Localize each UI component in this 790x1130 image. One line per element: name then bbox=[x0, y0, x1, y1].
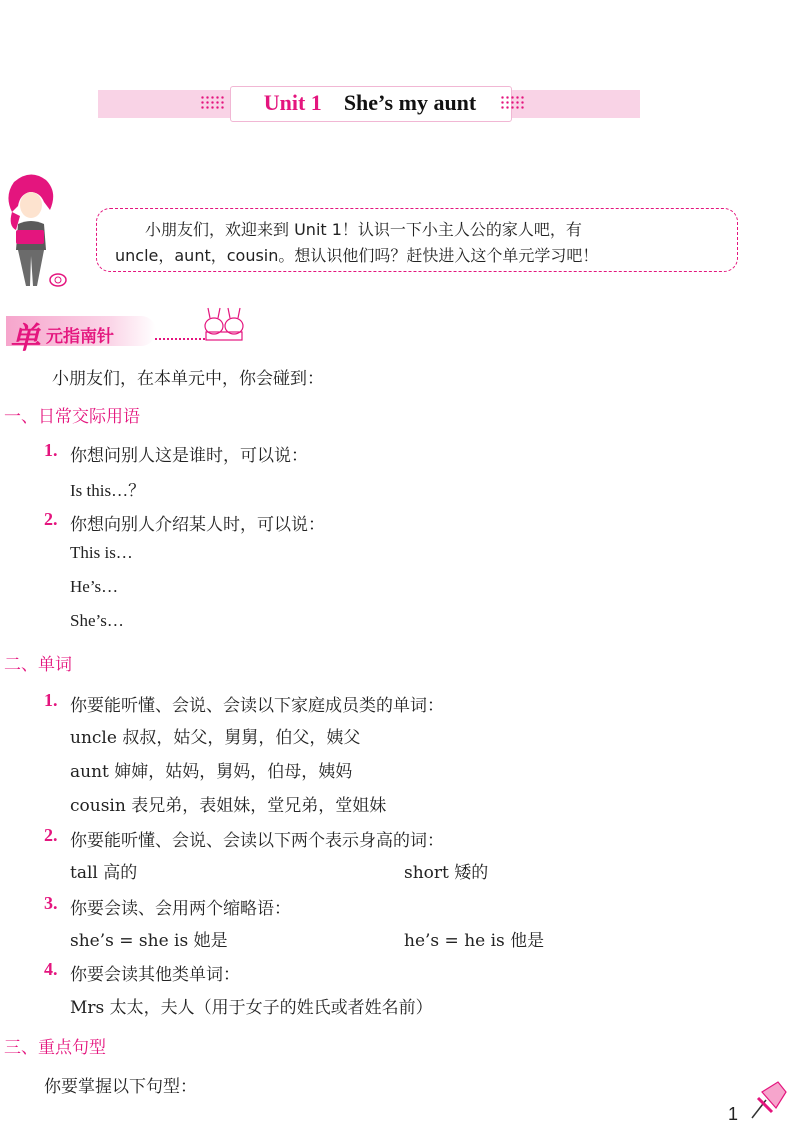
word-aunt: aunt 婶婶，姑妈，舅妈，伯母，姨妈 bbox=[70, 762, 353, 782]
item-text: 你想问别人这是谁时，可以说： bbox=[70, 446, 308, 466]
item-text: 你想向别人介绍某人时，可以说： bbox=[70, 515, 325, 535]
word-short: short 矮的 bbox=[404, 863, 489, 883]
item-text: 你要会读、会用两个缩略语： bbox=[70, 899, 291, 919]
item-number: 2. bbox=[44, 825, 58, 845]
part3-heading: 三、重点句型 bbox=[4, 1038, 106, 1058]
intro-line-1: 小朋友们，欢迎来到 Unit 1！认识一下小主人公的家人吧，有 bbox=[145, 220, 582, 239]
item-number: 1. bbox=[44, 440, 58, 460]
section-header-title: 元指南针 bbox=[46, 327, 114, 347]
girl-illustration-icon bbox=[0, 172, 70, 290]
part2-heading: 二、单词 bbox=[4, 655, 72, 675]
abbr-hes: he’s = he is 他是 bbox=[404, 931, 545, 951]
example-text: Is this…？ bbox=[70, 481, 146, 500]
decor-dots-left bbox=[200, 95, 226, 111]
page-number: 1 bbox=[727, 1104, 738, 1124]
item-text: 你要能听懂、会说、会读以下两个表示身高的词： bbox=[70, 831, 444, 851]
example-text: He’s… bbox=[70, 577, 119, 596]
item-text: 你要会读其他类单词： bbox=[70, 965, 240, 985]
example-text: She’s… bbox=[70, 611, 124, 630]
example-text: This is… bbox=[70, 543, 133, 562]
lead-text: 小朋友们，在本单元中，你会碰到： bbox=[52, 369, 324, 389]
item-number: 2. bbox=[44, 509, 58, 529]
part1-heading: 一、日常交际用语 bbox=[4, 407, 140, 427]
item-number: 1. bbox=[44, 690, 58, 710]
reading-bunnies-icon bbox=[200, 304, 248, 344]
unit-name: She’s my aunt bbox=[343, 90, 477, 115]
word-tall: tall 高的 bbox=[70, 863, 138, 883]
section-header-dots bbox=[155, 338, 205, 342]
word-cousin: cousin 表兄弟，表姐妹，堂兄弟，堂姐妹 bbox=[70, 796, 387, 816]
intro-line-2: uncle，aunt，cousin。想认识他们吗？赶快进入这个单元学习吧！ bbox=[115, 246, 599, 265]
word-mrs: Mrs 太太，夫人（用于女子的姓氏或者姓名前） bbox=[70, 998, 433, 1018]
item-number: 3. bbox=[44, 893, 58, 913]
part3-lead: 你要掌握以下句型： bbox=[44, 1077, 197, 1097]
unit-number: Unit 1 bbox=[263, 90, 322, 115]
item-text: 你要能听懂、会说、会读以下家庭成员类的单词： bbox=[70, 696, 444, 716]
intro-box bbox=[96, 208, 738, 272]
section-header-big: 单 bbox=[10, 321, 40, 356]
item-number: 4. bbox=[44, 959, 58, 979]
unit-title bbox=[230, 86, 510, 120]
pushpin-icon bbox=[738, 1078, 790, 1130]
abbr-shes: she’s = she is 她是 bbox=[70, 931, 228, 951]
word-uncle: uncle 叔叔，姑父，舅舅，伯父，姨父 bbox=[70, 728, 361, 748]
